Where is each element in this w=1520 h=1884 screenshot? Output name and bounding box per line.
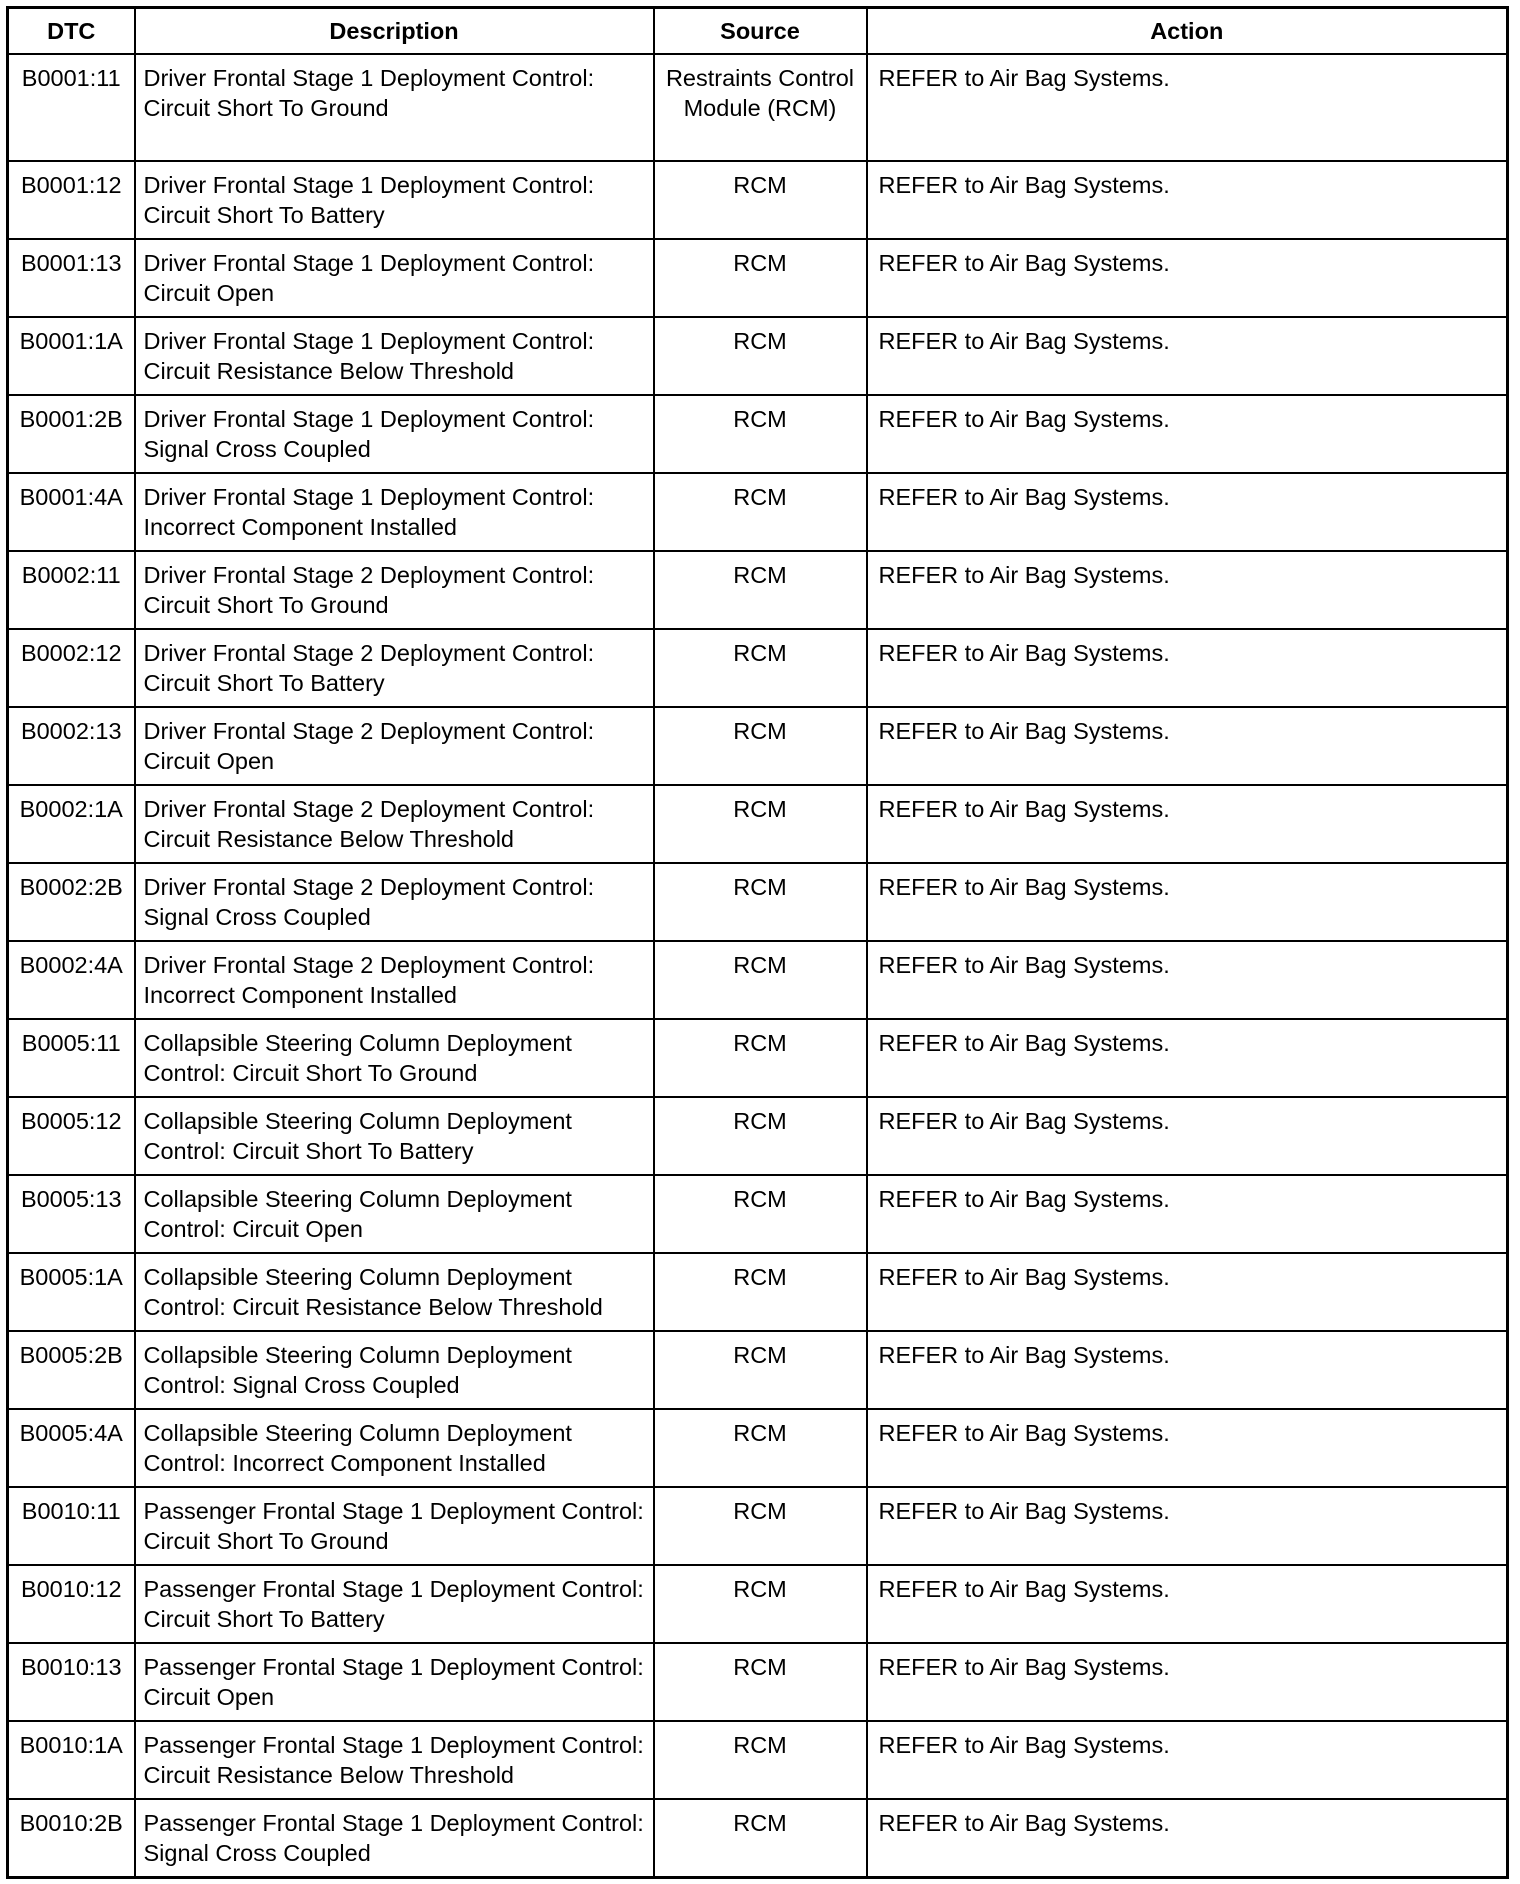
description-cell: Passenger Frontal Stage 1 Deployment Control: Circuit Short To Ground	[135, 1487, 654, 1565]
source-cell: Restraints Control Module (RCM)	[654, 54, 867, 161]
source-cell: RCM	[654, 629, 867, 707]
table-row	[8, 707, 1508, 785]
description-cell: Driver Frontal Stage 1 Deployment Control: Signal Cross Coupled	[135, 395, 654, 473]
table-row	[8, 551, 1508, 629]
description-cell: Passenger Frontal Stage 1 Deployment Control: Circuit Short To Battery	[135, 1565, 654, 1643]
source-cell: RCM	[654, 473, 867, 551]
source-cell: RCM	[654, 707, 867, 785]
action-cell: REFER to Air Bag Systems.	[867, 1019, 1508, 1097]
source-cell: RCM	[654, 161, 867, 239]
dtc-table	[6, 6, 1509, 1879]
source-cell: RCM	[654, 551, 867, 629]
source-cell: RCM	[654, 1019, 867, 1097]
dtc-code-cell: B0005:11	[8, 1019, 135, 1097]
dtc-code-cell: B0005:4A	[8, 1409, 135, 1487]
table-row	[8, 1643, 1508, 1721]
header-action: Action	[867, 8, 1508, 55]
dtc-code-cell: B0010:13	[8, 1643, 135, 1721]
source-cell: RCM	[654, 1253, 867, 1331]
dtc-code-cell: B0010:2B	[8, 1799, 135, 1877]
action-cell: REFER to Air Bag Systems.	[867, 1097, 1508, 1175]
description-cell: Collapsible Steering Column Deployment Control: Circuit Resistance Below Threshold	[135, 1253, 654, 1331]
description-cell: Collapsible Steering Column Deployment Control: Circuit Short To Battery	[135, 1097, 654, 1175]
source-cell: RCM	[654, 785, 867, 863]
dtc-code-cell: B0002:2B	[8, 863, 135, 941]
action-cell: REFER to Air Bag Systems.	[867, 1409, 1508, 1487]
action-cell: REFER to Air Bag Systems.	[867, 161, 1508, 239]
dtc-code-cell: B0010:12	[8, 1565, 135, 1643]
description-cell: Driver Frontal Stage 1 Deployment Control: Circuit Resistance Below Threshold	[135, 317, 654, 395]
source-cell: RCM	[654, 941, 867, 1019]
source-cell: RCM	[654, 863, 867, 941]
action-cell: REFER to Air Bag Systems.	[867, 239, 1508, 317]
header-dtc: DTC	[8, 8, 135, 55]
description-cell: Driver Frontal Stage 1 Deployment Control: Circuit Short To Battery	[135, 161, 654, 239]
table-header	[8, 8, 1508, 55]
dtc-code-cell: B0005:13	[8, 1175, 135, 1253]
action-cell: REFER to Air Bag Systems.	[867, 1799, 1508, 1877]
description-cell: Driver Frontal Stage 1 Deployment Control: Incorrect Component Installed	[135, 473, 654, 551]
description-cell: Passenger Frontal Stage 1 Deployment Control: Circuit Open	[135, 1643, 654, 1721]
action-cell: REFER to Air Bag Systems.	[867, 863, 1508, 941]
table-row	[8, 473, 1508, 551]
source-cell: RCM	[654, 239, 867, 317]
source-cell: RCM	[654, 317, 867, 395]
table-row	[8, 1175, 1508, 1253]
source-cell: RCM	[654, 1331, 867, 1409]
dtc-code-cell: B0002:4A	[8, 941, 135, 1019]
table-row	[8, 1253, 1508, 1331]
source-cell: RCM	[654, 1643, 867, 1721]
dtc-code-cell: B0002:13	[8, 707, 135, 785]
action-cell: REFER to Air Bag Systems.	[867, 473, 1508, 551]
table-row	[8, 1331, 1508, 1409]
header-description: Description	[135, 8, 654, 55]
dtc-code-cell: B0001:13	[8, 239, 135, 317]
action-cell: REFER to Air Bag Systems.	[867, 1487, 1508, 1565]
table-row	[8, 629, 1508, 707]
table-row	[8, 941, 1508, 1019]
action-cell: REFER to Air Bag Systems.	[867, 1175, 1508, 1253]
dtc-code-cell: B0001:11	[8, 54, 135, 161]
table-row	[8, 317, 1508, 395]
dtc-code-cell: B0002:1A	[8, 785, 135, 863]
table-row	[8, 785, 1508, 863]
dtc-code-cell: B0002:12	[8, 629, 135, 707]
table-row	[8, 1409, 1508, 1487]
source-cell: RCM	[654, 1097, 867, 1175]
dtc-code-cell: B0001:4A	[8, 473, 135, 551]
table-row	[8, 863, 1508, 941]
table-row	[8, 239, 1508, 317]
dtc-code-cell: B0001:1A	[8, 317, 135, 395]
dtc-code-cell: B0002:11	[8, 551, 135, 629]
description-cell: Collapsible Steering Column Deployment Control: Incorrect Component Installed	[135, 1409, 654, 1487]
table-row	[8, 1565, 1508, 1643]
table-row	[8, 161, 1508, 239]
action-cell: REFER to Air Bag Systems.	[867, 395, 1508, 473]
action-cell: REFER to Air Bag Systems.	[867, 707, 1508, 785]
action-cell: REFER to Air Bag Systems.	[867, 551, 1508, 629]
action-cell: REFER to Air Bag Systems.	[867, 1721, 1508, 1799]
action-cell: REFER to Air Bag Systems.	[867, 941, 1508, 1019]
source-cell: RCM	[654, 1565, 867, 1643]
description-cell: Collapsible Steering Column Deployment Control: Circuit Short To Ground	[135, 1019, 654, 1097]
source-cell: RCM	[654, 1721, 867, 1799]
source-cell: RCM	[654, 1487, 867, 1565]
source-cell: RCM	[654, 1409, 867, 1487]
table-row	[8, 1097, 1508, 1175]
description-cell: Driver Frontal Stage 1 Deployment Control: Circuit Open	[135, 239, 654, 317]
table-row	[8, 1487, 1508, 1565]
dtc-code-cell: B0005:1A	[8, 1253, 135, 1331]
dtc-code-cell: B0010:1A	[8, 1721, 135, 1799]
table-row	[8, 1019, 1508, 1097]
action-cell: REFER to Air Bag Systems.	[867, 1331, 1508, 1409]
description-cell: Driver Frontal Stage 2 Deployment Control: Circuit Open	[135, 707, 654, 785]
action-cell: REFER to Air Bag Systems.	[867, 629, 1508, 707]
table-row	[8, 395, 1508, 473]
header-source: Source	[654, 8, 867, 55]
source-cell: RCM	[654, 1799, 867, 1877]
source-cell: RCM	[654, 395, 867, 473]
description-cell: Passenger Frontal Stage 1 Deployment Control: Signal Cross Coupled	[135, 1799, 654, 1877]
description-cell: Driver Frontal Stage 1 Deployment Control: Circuit Short To Ground	[135, 54, 654, 161]
description-cell: Driver Frontal Stage 2 Deployment Control: Circuit Short To Battery	[135, 629, 654, 707]
source-cell: RCM	[654, 1175, 867, 1253]
dtc-code-cell: B0005:12	[8, 1097, 135, 1175]
table-row	[8, 54, 1508, 161]
description-cell: Collapsible Steering Column Deployment Control: Circuit Open	[135, 1175, 654, 1253]
description-cell: Passenger Frontal Stage 1 Deployment Control: Circuit Resistance Below Threshold	[135, 1721, 654, 1799]
action-cell: REFER to Air Bag Systems.	[867, 54, 1508, 161]
action-cell: REFER to Air Bag Systems.	[867, 317, 1508, 395]
dtc-code-cell: B0001:2B	[8, 395, 135, 473]
header-row	[8, 8, 1508, 55]
description-cell: Driver Frontal Stage 2 Deployment Control: Incorrect Component Installed	[135, 941, 654, 1019]
action-cell: REFER to Air Bag Systems.	[867, 1565, 1508, 1643]
dtc-code-cell: B0005:2B	[8, 1331, 135, 1409]
table-body	[8, 54, 1508, 1877]
dtc-code-cell: B0001:12	[8, 161, 135, 239]
action-cell: REFER to Air Bag Systems.	[867, 1643, 1508, 1721]
description-cell: Driver Frontal Stage 2 Deployment Control: Circuit Short To Ground	[135, 551, 654, 629]
description-cell: Driver Frontal Stage 2 Deployment Control: Signal Cross Coupled	[135, 863, 654, 941]
action-cell: REFER to Air Bag Systems.	[867, 1253, 1508, 1331]
table-row	[8, 1721, 1508, 1799]
description-cell: Collapsible Steering Column Deployment Control: Signal Cross Coupled	[135, 1331, 654, 1409]
table-row	[8, 1799, 1508, 1877]
description-cell: Driver Frontal Stage 2 Deployment Control: Circuit Resistance Below Threshold	[135, 785, 654, 863]
dtc-code-cell: B0010:11	[8, 1487, 135, 1565]
action-cell: REFER to Air Bag Systems.	[867, 785, 1508, 863]
